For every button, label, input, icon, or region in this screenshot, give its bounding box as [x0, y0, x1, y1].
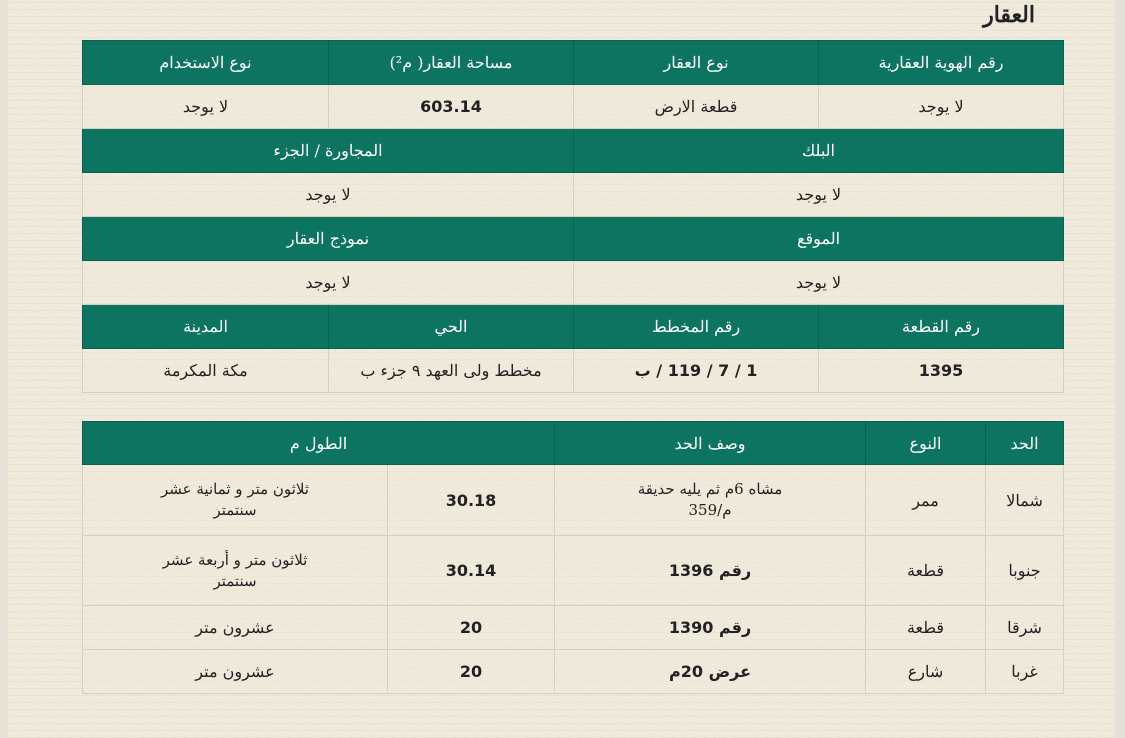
value-cell: شرقا	[986, 606, 1064, 650]
table-row	[83, 85, 1064, 129]
value-cell: لا يوجد	[574, 261, 1064, 305]
table-row	[83, 173, 1064, 217]
table-row	[83, 349, 1064, 393]
value-cell: 603.14	[329, 85, 574, 129]
value-cell: 20	[388, 606, 555, 650]
table-header-row	[83, 305, 1064, 349]
value-cell: لا يوجد	[83, 85, 329, 129]
header-cell: الحي	[329, 305, 574, 349]
value-cell: ممر	[866, 465, 986, 536]
boundaries-table	[82, 421, 1064, 694]
header-cell: رقم الهوية العقارية	[819, 41, 1064, 85]
value-cell: 30.18	[388, 465, 555, 536]
header-cell: نموذج العقار	[83, 217, 574, 261]
header-cell: الموقع	[574, 217, 1064, 261]
table-row	[83, 261, 1064, 305]
value-cell: رقم 1390	[555, 606, 866, 650]
value-cell: مشاه 6م ثم يليه حديقة م/359	[555, 465, 866, 536]
header-cell: الحد	[986, 422, 1064, 465]
header-cell: النوع	[866, 422, 986, 465]
header-cell: الطول م	[83, 422, 555, 465]
table-header-row	[83, 41, 1064, 85]
header-cell: رقم المخطط	[574, 305, 819, 349]
table-row	[83, 465, 1064, 536]
value-cell: لا يوجد	[83, 261, 574, 305]
table-header-row	[83, 422, 1064, 465]
header-cell: رقم القطعة	[819, 305, 1064, 349]
value-cell: ثلاثون متر و أربعة عشر سنتمتر	[83, 536, 388, 606]
header-cell: نوع الاستخدام	[83, 41, 329, 85]
page-title: العقار	[983, 2, 1035, 28]
value-cell: مكة المكرمة	[83, 349, 329, 393]
value-cell: 30.14	[388, 536, 555, 606]
value-cell: جنوبا	[986, 536, 1064, 606]
table-header-row	[83, 129, 1064, 173]
header-cell: مساحة العقار( م²)	[329, 41, 574, 85]
value-cell: قطعة	[866, 606, 986, 650]
value-cell: لا يوجد	[819, 85, 1064, 129]
page-edge	[1115, 0, 1125, 738]
value-cell: قطعة الارض	[574, 85, 819, 129]
value-cell: عشرون متر	[83, 650, 388, 694]
header-cell: وصف الحد	[555, 422, 866, 465]
value-cell: عرض 20م	[555, 650, 866, 694]
value-cell: قطعة	[866, 536, 986, 606]
value-cell: مخطط ولى العهد ٩ جزء ب	[329, 349, 574, 393]
value-cell: شمالا	[986, 465, 1064, 536]
table-header-row	[83, 217, 1064, 261]
value-cell: شارع	[866, 650, 986, 694]
header-cell: المجاورة / الجزء	[83, 129, 574, 173]
value-cell: عشرون متر	[83, 606, 388, 650]
table-row	[83, 536, 1064, 606]
value-cell: لا يوجد	[574, 173, 1064, 217]
value-cell: رقم 1396	[555, 536, 866, 606]
value-cell: غربا	[986, 650, 1064, 694]
value-cell: 1 / 7 / 119 / ب	[574, 349, 819, 393]
property-info-table	[82, 40, 1064, 393]
table-row	[83, 606, 1064, 650]
header-cell: نوع العقار	[574, 41, 819, 85]
table-row	[83, 650, 1064, 694]
value-cell: لا يوجد	[83, 173, 574, 217]
value-cell: ثلاثون متر و ثمانية عشر سنتمتر	[83, 465, 388, 536]
header-cell: البلك	[574, 129, 1064, 173]
value-cell: 1395	[819, 349, 1064, 393]
header-cell: المدينة	[83, 305, 329, 349]
value-cell: 20	[388, 650, 555, 694]
